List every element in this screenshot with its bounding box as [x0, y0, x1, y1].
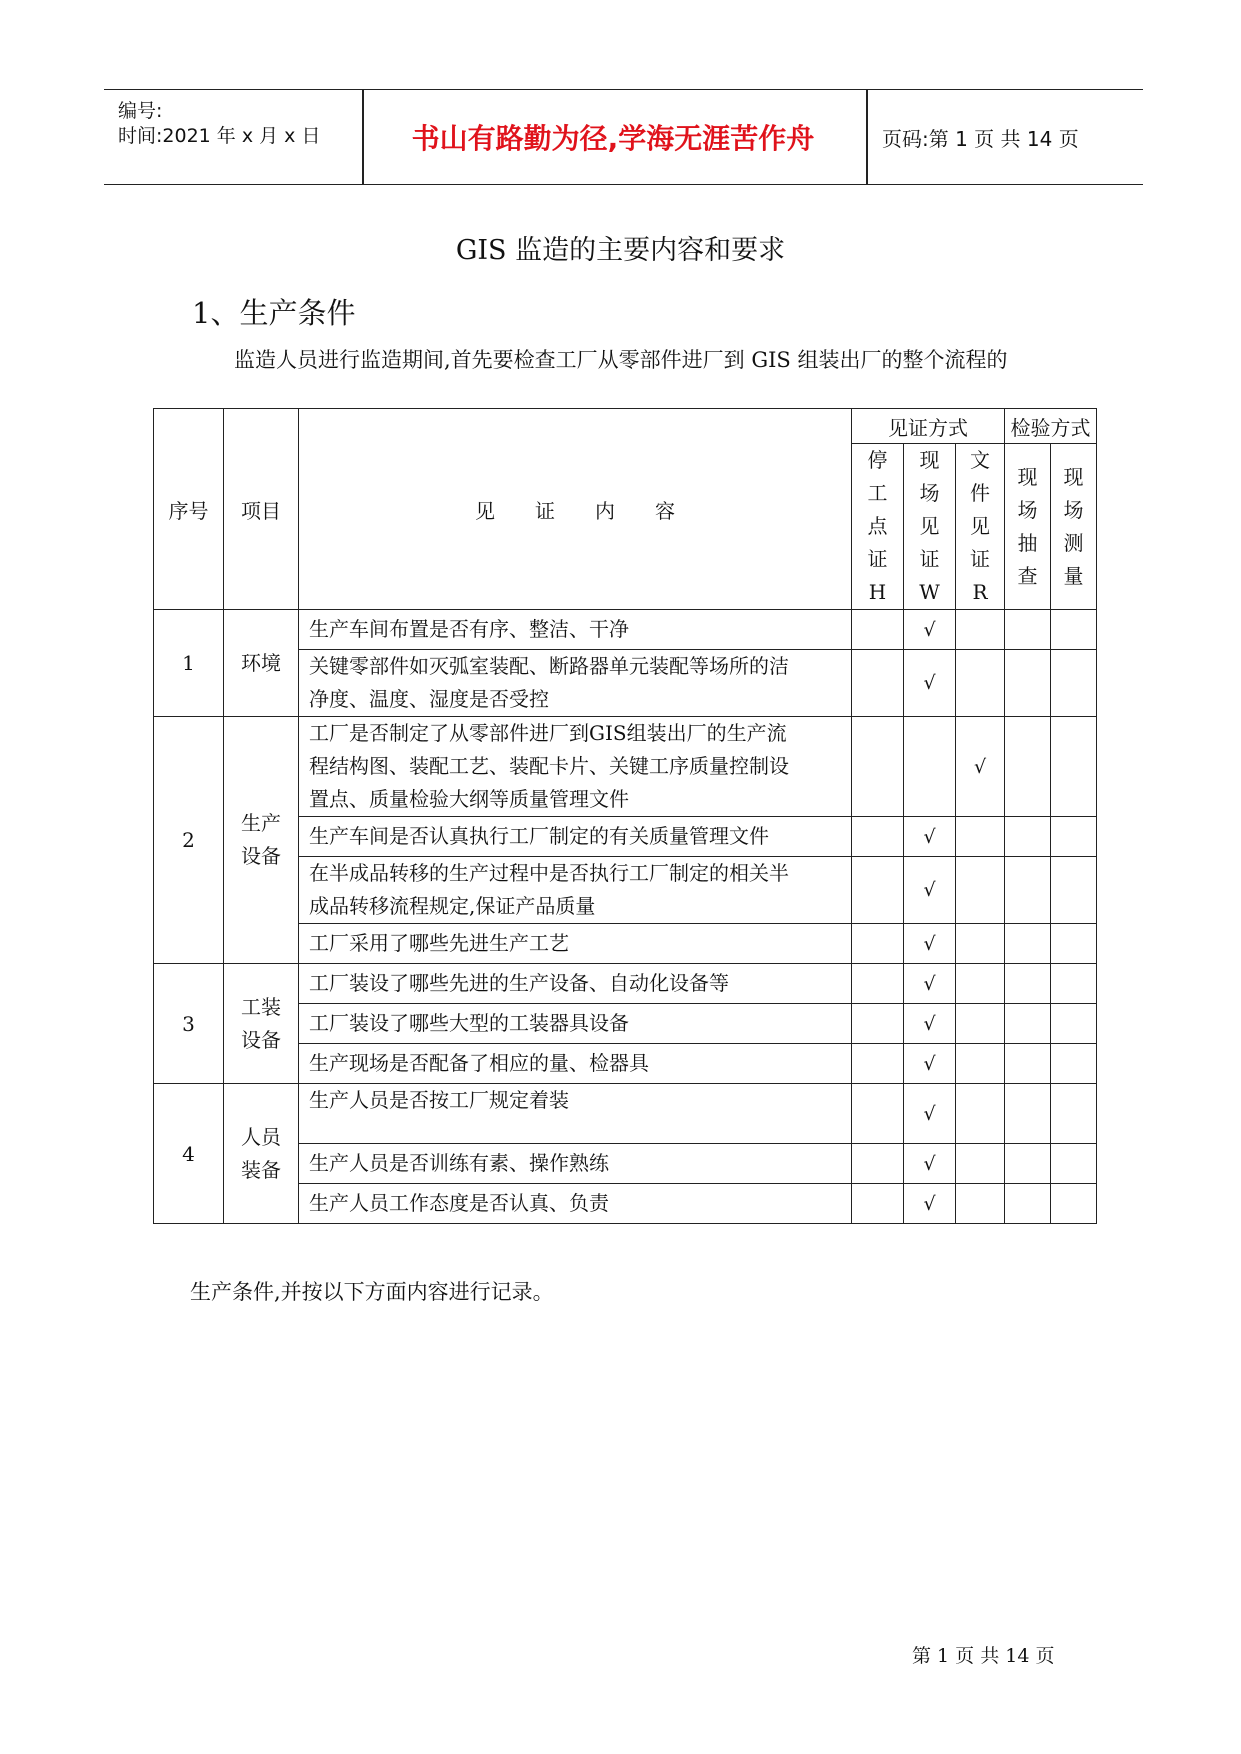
check-cell-r — [956, 610, 1005, 650]
check-cell-h — [852, 1184, 904, 1224]
witness-content: 工厂装设了哪些先进的生产设备、自动化设备等 — [299, 964, 852, 1004]
header-char: 抽 — [1017, 530, 1038, 555]
witness-content: 在半成品转移的生产过程中是否执行工厂制定的相关半 成品转移流程规定,保证产品质量 — [299, 857, 852, 924]
check-cell-w: √ — [904, 817, 956, 857]
header-char: 文 — [970, 448, 990, 472]
header-hold-point — [852, 444, 904, 610]
check-cell-h — [852, 924, 904, 964]
header-witness-point — [904, 444, 956, 610]
witness-content: 工厂是否制定了从零部件进厂到GIS组装出厂的生产流 程结构图、装配工艺、装配卡片、关键工序质量控制设 置点、质量检验大纲等质量管理文件 — [299, 717, 852, 817]
header-char: 现 — [1017, 464, 1038, 489]
header-divider — [866, 90, 868, 184]
header-char: 场 — [1063, 497, 1084, 522]
check-cell-h — [852, 717, 904, 817]
header-divider — [362, 90, 364, 184]
header-char: R — [972, 580, 988, 604]
check-cell-m — [1051, 1144, 1097, 1184]
header-char: 见 — [919, 514, 940, 538]
witness-content: 工厂装设了哪些大型的工装器具设备 — [299, 1004, 852, 1044]
header-no: 序号 — [154, 409, 224, 610]
table-row — [154, 1084, 1097, 1144]
check-cell-m — [1051, 817, 1097, 857]
closing-paragraph: 生产条件,并按以下方面内容进行记录。 — [190, 1280, 554, 1304]
check-cell-h — [852, 1144, 904, 1184]
header-inspection-method: 检验方式 — [1005, 409, 1097, 444]
document-number: 编号: — [118, 100, 163, 122]
check-cell-s — [1005, 817, 1051, 857]
check-cell-r: √ — [956, 717, 1005, 817]
check-cell-h — [852, 650, 904, 717]
check-cell-w — [904, 717, 956, 817]
witness-content: 工厂采用了哪些先进生产工艺 — [299, 924, 852, 964]
check-cell-s — [1005, 1184, 1051, 1224]
check-cell-m — [1051, 964, 1097, 1004]
document-time: 时间:2021 年 x 月 x 日 — [118, 125, 321, 147]
header-measurement — [1051, 444, 1097, 610]
check-cell-h — [852, 1084, 904, 1144]
check-cell-s — [1005, 857, 1051, 924]
check-cell-r — [956, 924, 1005, 964]
check-cell-s — [1005, 650, 1051, 717]
header-char: 现 — [1063, 464, 1084, 489]
inspection-table — [153, 408, 1097, 1224]
check-cell-s — [1005, 924, 1051, 964]
section-heading: 1、生产条件 — [192, 296, 356, 330]
header-char: 查 — [1017, 563, 1038, 588]
header-char: 测 — [1063, 530, 1084, 555]
header-char: W — [919, 580, 940, 604]
check-cell-s — [1005, 1084, 1051, 1144]
row-item: 环境 — [224, 610, 299, 717]
header-content: 见 证 内 容 — [299, 409, 852, 610]
check-cell-r — [956, 817, 1005, 857]
table-row — [154, 717, 1097, 817]
check-cell-w: √ — [904, 1184, 956, 1224]
check-cell-w: √ — [904, 610, 956, 650]
check-cell-r — [956, 1184, 1005, 1224]
header-char: 停 — [867, 448, 888, 472]
table-row — [154, 964, 1097, 1004]
check-cell-m — [1051, 610, 1097, 650]
check-cell-w: √ — [904, 857, 956, 924]
check-cell-w: √ — [904, 964, 956, 1004]
check-cell-w: √ — [904, 650, 956, 717]
check-cell-h — [852, 964, 904, 1004]
row-item: 工装 设备 — [224, 964, 299, 1084]
header-char: 见 — [970, 514, 990, 538]
page-header — [104, 89, 1143, 185]
check-cell-m — [1051, 1004, 1097, 1044]
check-cell-m — [1051, 1084, 1097, 1144]
witness-content: 生产车间布置是否有序、整洁、干净 — [299, 610, 852, 650]
row-number: 1 — [154, 610, 224, 717]
header-char: 件 — [970, 481, 990, 505]
check-cell-w: √ — [904, 1044, 956, 1084]
row-number: 4 — [154, 1084, 224, 1224]
check-cell-w: √ — [904, 924, 956, 964]
header-char: 场 — [1017, 497, 1038, 522]
check-cell-m — [1051, 857, 1097, 924]
check-cell-m — [1051, 1184, 1097, 1224]
header-char: 场 — [919, 481, 940, 505]
row-item: 生产 设备 — [224, 717, 299, 964]
witness-content: 生产现场是否配备了相应的量、检器具 — [299, 1044, 852, 1084]
header-witness-method: 见证方式 — [852, 409, 1005, 444]
witness-content: 生产人员是否按工厂规定着装 — [299, 1084, 852, 1144]
check-cell-m — [1051, 717, 1097, 817]
witness-content: 生产车间是否认真执行工厂制定的有关质量管理文件 — [299, 817, 852, 857]
check-cell-s — [1005, 1044, 1051, 1084]
header-char: 证 — [867, 547, 888, 571]
check-cell-m — [1051, 1044, 1097, 1084]
check-cell-h — [852, 817, 904, 857]
row-number: 3 — [154, 964, 224, 1084]
header-char: 现 — [919, 448, 940, 472]
check-cell-s — [1005, 1144, 1051, 1184]
check-cell-w: √ — [904, 1144, 956, 1184]
check-cell-r — [956, 1144, 1005, 1184]
check-cell-r — [956, 964, 1005, 1004]
check-cell-h — [852, 857, 904, 924]
check-cell-s — [1005, 717, 1051, 817]
check-cell-w: √ — [904, 1084, 956, 1144]
header-char: H — [868, 580, 887, 604]
header-char: 证 — [919, 547, 940, 571]
check-cell-m — [1051, 650, 1097, 717]
witness-content: 生产人员工作态度是否认真、负责 — [299, 1184, 852, 1224]
table-row — [154, 610, 1097, 650]
header-spot-check — [1005, 444, 1051, 610]
header-item: 项目 — [224, 409, 299, 610]
footer-page-number: 第 1 页 共 14 页 — [912, 1645, 1055, 1667]
header-document-review — [956, 444, 1005, 610]
check-cell-s — [1005, 1004, 1051, 1044]
intro-paragraph: 监造人员进行监造期间,首先要检查工厂从零部件进厂到 GIS 组装出厂的整个流程的 — [234, 348, 1008, 372]
check-cell-m — [1051, 924, 1097, 964]
witness-content: 生产人员是否训练有素、操作熟练 — [299, 1144, 852, 1184]
check-cell-h — [852, 1004, 904, 1044]
header-char: 量 — [1063, 563, 1084, 588]
header-char: 证 — [970, 547, 990, 571]
check-cell-r — [956, 1004, 1005, 1044]
header-char: 工 — [867, 481, 888, 505]
witness-content: 关键零部件如灭弧室装配、断路器单元装配等场所的洁 净度、温度、湿度是否受控 — [299, 650, 852, 717]
row-number: 2 — [154, 717, 224, 964]
check-cell-h — [852, 1044, 904, 1084]
check-cell-w: √ — [904, 1004, 956, 1044]
check-cell-r — [956, 1084, 1005, 1144]
check-cell-r — [956, 1044, 1005, 1084]
header-char: 点 — [867, 514, 888, 538]
document-title: GIS 监造的主要内容和要求 — [455, 235, 786, 266]
check-cell-r — [956, 857, 1005, 924]
check-cell-r — [956, 650, 1005, 717]
row-item: 人员 装备 — [224, 1084, 299, 1224]
header-page-number: 页码:第 1 页 共 14 页 — [882, 126, 1079, 151]
check-cell-s — [1005, 610, 1051, 650]
check-cell-s — [1005, 964, 1051, 1004]
check-cell-h — [852, 610, 904, 650]
header-motto: 书山有路勤为径,学海无涯苦作舟 — [411, 122, 815, 155]
